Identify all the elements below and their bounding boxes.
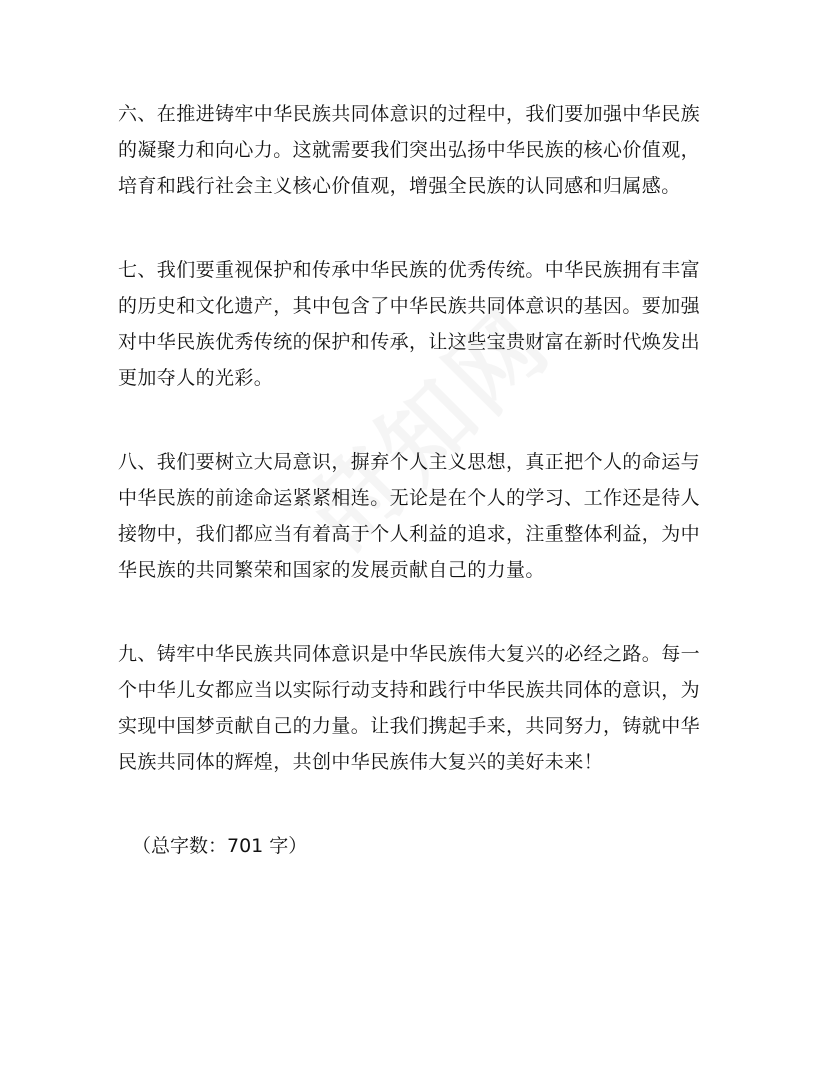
text-line: 七、我们要重视保护和传承中华民族的优秀传统。中华民族拥有丰富 (118, 259, 701, 281)
document-body (118, 96, 718, 864)
text-line: 九、铸牢中华民族共同体意识是中华民族伟大复兴的必经之路。每一 (118, 643, 701, 665)
text-line: 培育和践行社会主义核心价值观，增强全民族的认同感和归属感。 (118, 175, 681, 197)
text-line: 八、我们要树立大局意识，摒弃个人主义思想，真正把个人的命运与 (118, 451, 701, 473)
paragraph-eight (118, 444, 718, 588)
text-line: 六、在推进铸牢中华民族共同体意识的过程中，我们要加强中华民族 (118, 103, 701, 125)
text-line: 对中华民族优秀传统的保护和传承，让这些宝贵财富在新时代焕发出 (118, 331, 701, 353)
text-line: 实现中国梦贡献自己的力量。让我们携起手来，共同努力，铸就中华 (118, 715, 701, 737)
paragraph-nine (118, 636, 718, 780)
text-line: 的历史和文化遗产，其中包含了中华民族共同体意识的基因。要加强 (118, 295, 701, 317)
text-line: 更加夺人的光彩。 (118, 367, 274, 389)
paragraph-six (118, 96, 718, 204)
text-line: 的凝聚力和向心力。这就需要我们突出弘扬中华民族的核心价值观， (118, 139, 701, 161)
text-line: 接物中，我们都应当有着高于个人利益的追求，注重整体利益，为中 (118, 523, 701, 545)
paragraph-seven (118, 252, 718, 396)
text-line: 中华民族的前途命运紧紧相连。无论是在个人的学习、工作还是待人 (118, 487, 701, 509)
text-line: 个中华儿女都应当以实际行动支持和践行中华民族共同体的意识，为 (118, 679, 701, 701)
text-line: 华民族的共同繁荣和国家的发展贡献自己的力量。 (118, 559, 545, 581)
text-line: 民族共同体的辉煌，共创中华民族伟大复兴的美好未来！ (118, 751, 604, 773)
word-count: （总字数：701 字） (132, 835, 308, 857)
